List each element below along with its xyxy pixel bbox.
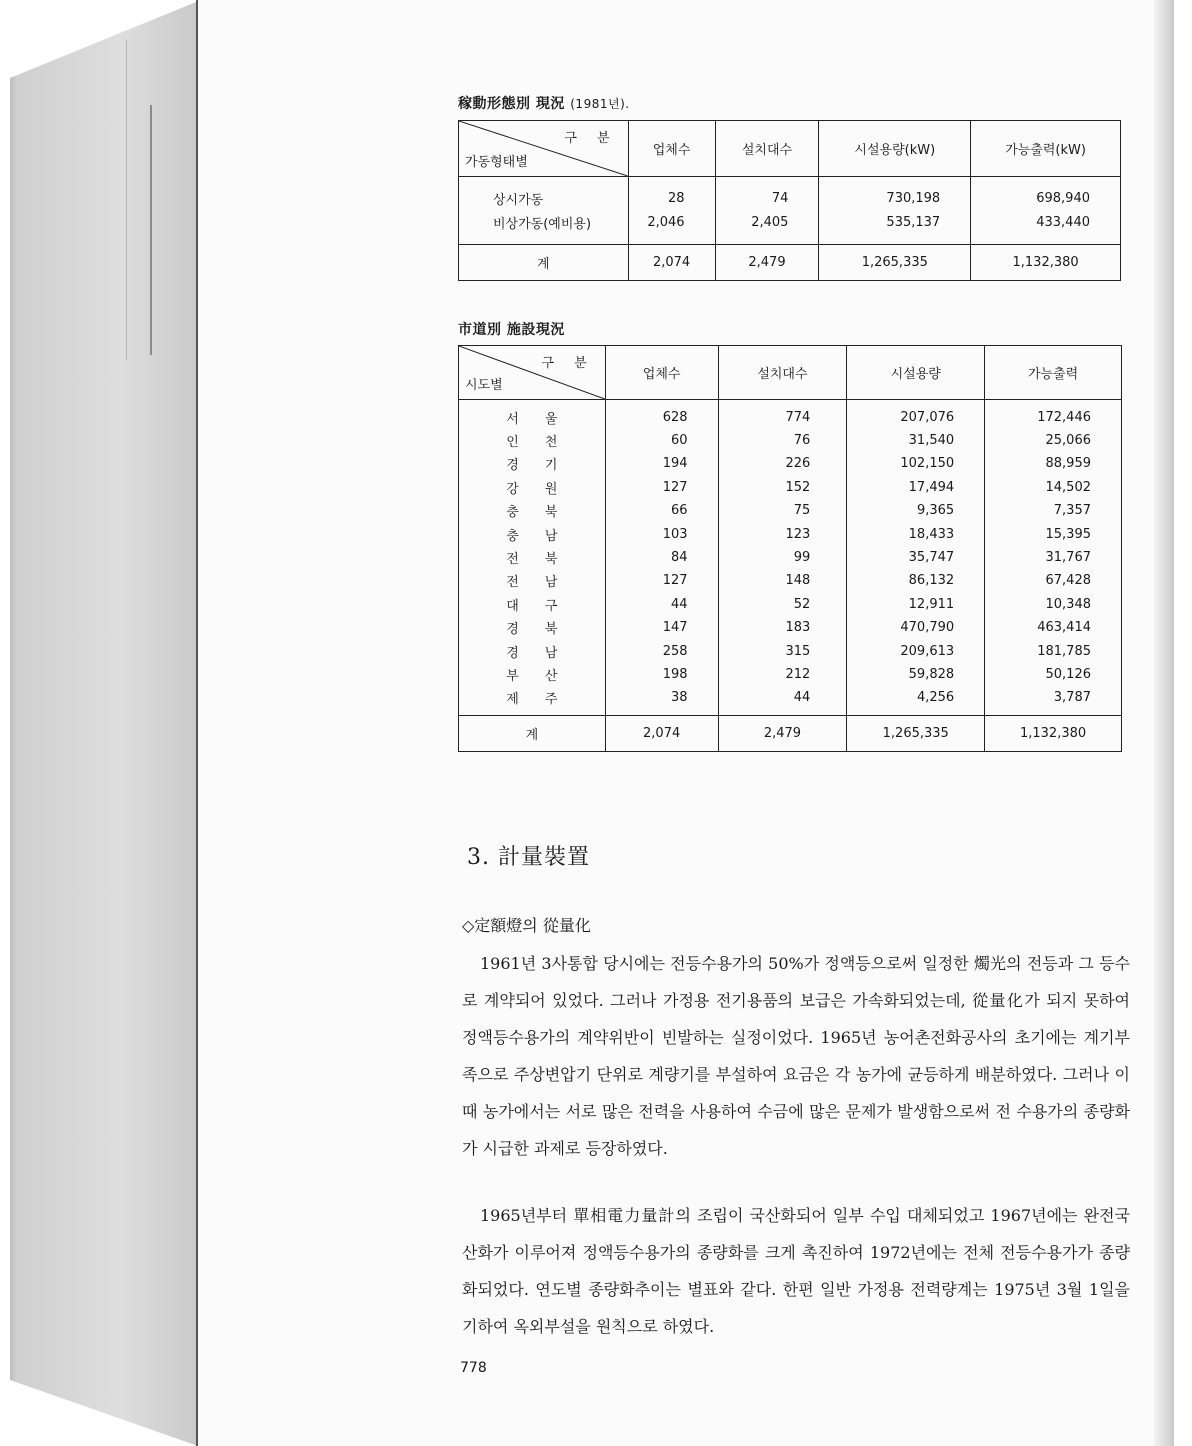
table1-caption-year: (1981년). <box>570 97 630 111</box>
cell: 2,074 <box>628 245 715 281</box>
cell: 172,446 <box>985 406 1122 429</box>
cell: 315 <box>718 639 847 662</box>
cell: 1,132,380 <box>971 245 1121 281</box>
cell: 84 <box>605 546 718 569</box>
cell: 75 <box>718 499 847 522</box>
cell: 209,613 <box>847 639 985 662</box>
cell: 698,940 <box>971 187 1121 211</box>
cell: 628 <box>605 406 718 429</box>
table1-caption-text: 稼動形態別 現況 <box>458 96 565 112</box>
page-shadow <box>1154 0 1174 1446</box>
cell: 198 <box>605 663 718 686</box>
cell: 102,150 <box>847 452 985 475</box>
table-row <box>459 429 1122 452</box>
book-edge <box>0 0 200 1446</box>
table-operation-type <box>458 120 1121 281</box>
cell: 7,357 <box>985 499 1122 522</box>
cell: 31,540 <box>847 429 985 452</box>
cell: 1,265,335 <box>819 245 971 281</box>
table2-col-header: 업체수 <box>605 346 718 400</box>
paragraph: 1965년부터 單相電力量計의 조립이 국산화되어 일부 수입 대체되었고 1967년에는 완전국산화가 이루어져 정액등수용가의 종량화를 크게 촉진하여 1972년에는 전체 전등수용가가 종량화되었다. 연도별 종량화추이는 별표와 같다. 한편 일반 가정용 전력량계는 1975년 3월 1일을 기하여 옥외부설을 원칙으로 하였다. <box>462 1206 1130 1336</box>
table2-col-header: 시설용량 <box>847 346 985 400</box>
total-label: 계 <box>459 716 606 752</box>
cell: 74 <box>715 187 819 211</box>
cell: 31,767 <box>985 546 1122 569</box>
table-row <box>459 211 1121 235</box>
table-row <box>459 663 1122 686</box>
book-spine-line <box>150 105 152 355</box>
region-label: 경북 <box>459 616 606 639</box>
region-label: 서울 <box>459 406 606 429</box>
cell: 18,433 <box>847 522 985 545</box>
cell: 60 <box>605 429 718 452</box>
cell: 2,074 <box>605 716 718 752</box>
table1-diagonal-header <box>459 121 629 177</box>
region-label: 경기 <box>459 452 606 475</box>
cell: 66 <box>605 499 718 522</box>
table-row <box>459 593 1122 616</box>
row-label: 비상가동(예비용) <box>459 211 629 235</box>
cell: 127 <box>605 476 718 499</box>
region-label: 대구 <box>459 593 606 616</box>
cell: 4,256 <box>847 686 985 709</box>
cell: 99 <box>718 546 847 569</box>
paragraph: 1961년 3사통합 당시에는 전등수용가의 50%가 정액등으로써 일정한 燭光의 전등과 그 등수로 계약되어 있었다. 그러나 가정용 전기용품의 보급은 가속화되었는데, 從量化가 되지 못하여 정액등수용가의 계약위반이 빈발하는 실정이었다. 1965년 농어촌전화공사의 초기에는 계기부족으로 주상변압기 단위로 계량기를 부설하여 요금은 각 농가에 균등하게 배분하였다. 그러나 이 때 농가에서는 서로 많은 전력을 사용하여 수금에 많은 문제가 발생함으로써 전 수용가의 종량화가 시급한 과제로 등장하였다. <box>462 954 1130 1158</box>
table2-col-header: 설치대수 <box>718 346 847 400</box>
table-row <box>459 406 1122 429</box>
cell: 207,076 <box>847 406 985 429</box>
region-label: 충남 <box>459 522 606 545</box>
cell: 35,747 <box>847 546 985 569</box>
table-row <box>459 546 1122 569</box>
cell: 88,959 <box>985 452 1122 475</box>
cell: 226 <box>718 452 847 475</box>
cell: 17,494 <box>847 476 985 499</box>
cell: 44 <box>718 686 847 709</box>
cell: 774 <box>718 406 847 429</box>
table-total-row <box>459 245 1121 281</box>
cell: 730,198 <box>819 187 971 211</box>
section-title: 3. 計量裝置 <box>467 845 590 870</box>
cell: 2,479 <box>715 245 819 281</box>
total-label: 계 <box>459 245 629 281</box>
region-label: 부산 <box>459 663 606 686</box>
table1-caption <box>458 93 630 113</box>
cell: 76 <box>718 429 847 452</box>
cell: 86,132 <box>847 569 985 592</box>
cell: 183 <box>718 616 847 639</box>
page-number: 778 <box>460 1360 487 1376</box>
cell: 2,046 <box>628 211 715 235</box>
region-label: 충북 <box>459 499 606 522</box>
cell: 44 <box>605 593 718 616</box>
cell: 1,132,380 <box>985 716 1122 752</box>
cell: 52 <box>718 593 847 616</box>
book-spine-line <box>126 40 127 360</box>
cell: 1,265,335 <box>847 716 985 752</box>
table-row <box>459 187 1121 211</box>
row-label: 상시가동 <box>459 187 629 211</box>
cell: 10,348 <box>985 593 1122 616</box>
region-label: 인천 <box>459 429 606 452</box>
cell: 470,790 <box>847 616 985 639</box>
cell: 59,828 <box>847 663 985 686</box>
table1-diag-bottom: 가동형태별 <box>465 155 528 170</box>
cell: 9,365 <box>847 499 985 522</box>
cell: 12,911 <box>847 593 985 616</box>
table-row <box>459 569 1122 592</box>
region-label: 전남 <box>459 569 606 592</box>
cell: 463,414 <box>985 616 1122 639</box>
table2-caption-text: 市道別 施設現況 <box>458 322 565 338</box>
table-row <box>459 639 1122 662</box>
cell: 2,479 <box>718 716 847 752</box>
cell: 212 <box>718 663 847 686</box>
cell: 67,428 <box>985 569 1122 592</box>
region-label: 제주 <box>459 686 606 709</box>
cell: 148 <box>718 569 847 592</box>
table2-diag-bottom: 시도별 <box>465 378 503 393</box>
cell: 152 <box>718 476 847 499</box>
table-row <box>459 686 1122 709</box>
subsection-heading: ◇定額燈의 從量化 <box>462 916 591 935</box>
cell: 38 <box>605 686 718 709</box>
cell: 535,137 <box>819 211 971 235</box>
cell: 181,785 <box>985 639 1122 662</box>
cell: 123 <box>718 522 847 545</box>
table-row <box>459 476 1122 499</box>
table2-diag-top: 구 분 <box>541 356 595 371</box>
table-row <box>459 522 1122 545</box>
table2-col-header: 가능출력 <box>985 346 1122 400</box>
cell: 50,126 <box>985 663 1122 686</box>
cell: 25,066 <box>985 429 1122 452</box>
cell: 103 <box>605 522 718 545</box>
cell: 28 <box>628 187 715 211</box>
cell: 3,787 <box>985 686 1122 709</box>
table-region-facilities <box>458 345 1122 752</box>
region-label: 경남 <box>459 639 606 662</box>
cell: 2,405 <box>715 211 819 235</box>
cell: 258 <box>605 639 718 662</box>
region-label: 전북 <box>459 546 606 569</box>
cell: 14,502 <box>985 476 1122 499</box>
table1-col-header: 가능출력(kW) <box>971 121 1121 177</box>
cell: 433,440 <box>971 211 1121 235</box>
table-row <box>459 616 1122 639</box>
cell: 147 <box>605 616 718 639</box>
table1-col-header: 설치대수 <box>715 121 819 177</box>
table2-diagonal-header <box>459 346 606 400</box>
table1-col-header: 업체수 <box>628 121 715 177</box>
table-total-row <box>459 716 1122 752</box>
table-row <box>459 499 1122 522</box>
region-label: 강원 <box>459 476 606 499</box>
table2-caption <box>458 319 565 339</box>
cell: 15,395 <box>985 522 1122 545</box>
cell: 127 <box>605 569 718 592</box>
cell: 194 <box>605 452 718 475</box>
table1-col-header: 시설용량(kW) <box>819 121 971 177</box>
table-row <box>459 452 1122 475</box>
table1-diag-top: 구 분 <box>564 131 618 146</box>
